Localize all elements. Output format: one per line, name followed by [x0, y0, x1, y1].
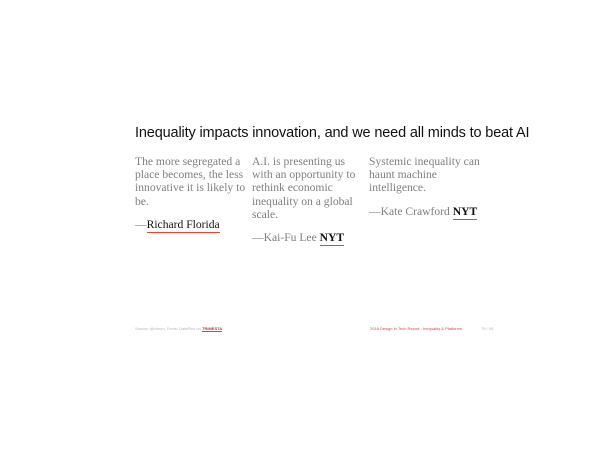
quote-column-3	[369, 155, 489, 218]
attribution-dash: —	[135, 217, 147, 231]
quote-attribution	[252, 231, 364, 244]
source-link-nyt[interactable]: NYT	[319, 231, 345, 245]
footer-report-title: 2018 Design In Tech Report · Inequality & Platforms	[370, 326, 462, 331]
attribution-dash: —	[252, 231, 264, 245]
footer-source-text: Source: @cinnm, Fonts: DataPlus on	[135, 326, 201, 331]
author-name: Kai-Fu Lee	[263, 231, 317, 245]
quote-text: Systemic inequality can haunt machine intelligence.	[369, 155, 480, 195]
quote-attribution	[369, 205, 489, 218]
quote-text: A.I. is presenting us with an opportunity to rethink economic inequality on a global scale.	[252, 155, 356, 221]
quote-text: The more segregated a place becomes, the less innovative it is likely to be.	[135, 155, 246, 208]
source-link-nyt[interactable]: NYT	[452, 204, 478, 218]
footer-source-link[interactable]: TRIMESTA	[202, 326, 223, 331]
footer-source	[135, 326, 222, 331]
page-number: 75 / 95	[481, 326, 494, 331]
quote-attribution	[135, 218, 247, 231]
quote-column-2	[252, 155, 364, 244]
quote-column-1	[135, 155, 247, 231]
attribution-dash: —	[369, 204, 381, 218]
author-name: Kate Crawford	[380, 204, 450, 218]
author-link-richard-florida[interactable]: Richard Florida	[146, 217, 220, 231]
slide-title: Inequality impacts innovation, and we need all minds to beat AI	[135, 125, 530, 141]
